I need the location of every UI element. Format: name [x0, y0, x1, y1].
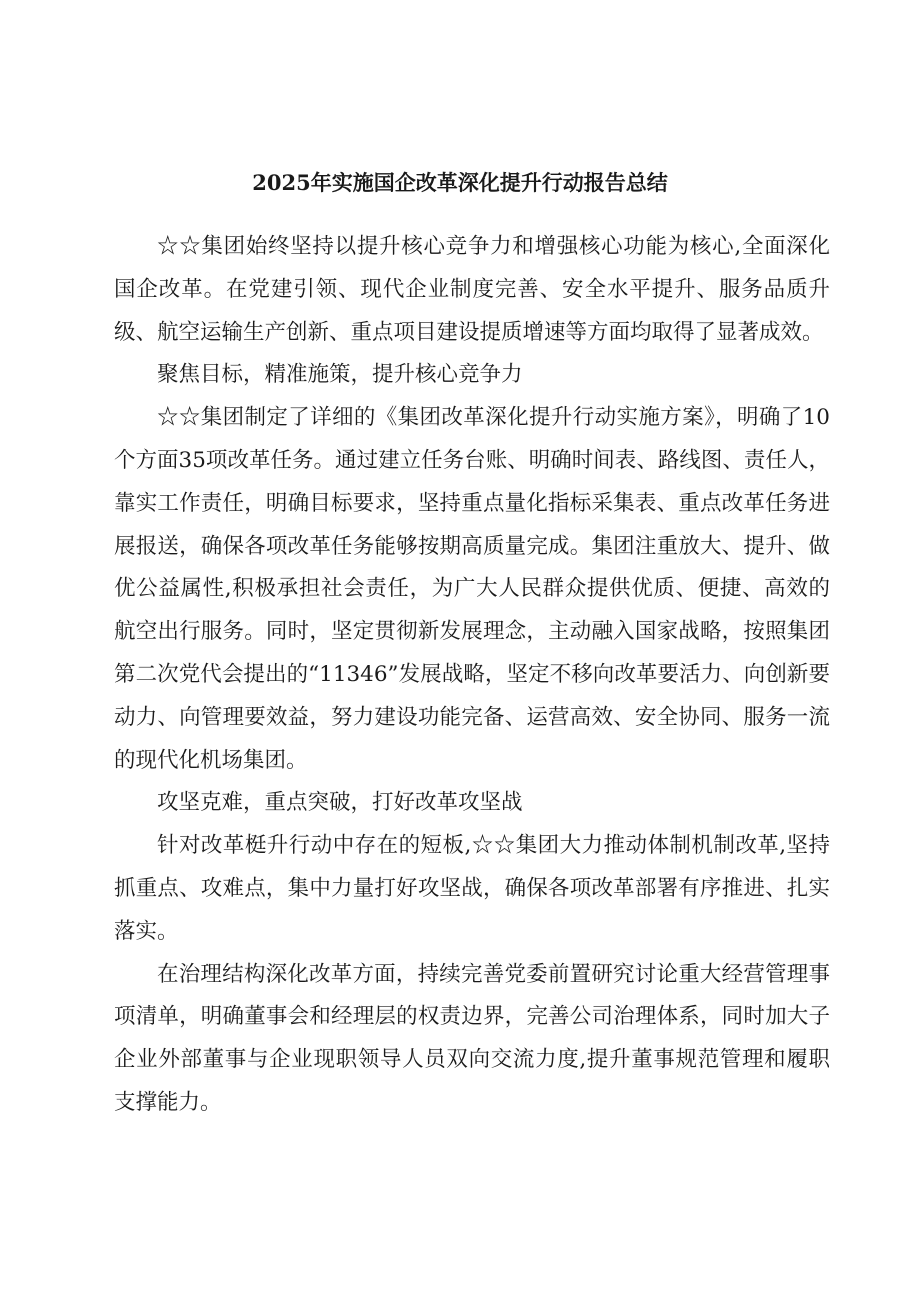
paragraph-intro: ☆☆集团始终坚持以提升核心竞争力和增强核心功能为核心,全面深化国企改革。在党建引领、现代企业制度完善、安全水平提升、服务品质升级、航空运输生产创新、重点项目建设提质增速等方面均取得了显著成效。 [114, 234, 830, 345]
section-heading-tackle-difficulties: 攻坚克难，重点突破，打好改革攻坚战 [157, 790, 523, 816]
paragraph-implementation-plan: ☆☆集团制定了详细的《集团改革深化提升行动实施方案》，明确了10个方面35项改革任务。通过建立任务台账、明确时间表、路线图、责任人，靠实工作责任，明确目标要求，坚持重点量化指标采集表、重点改革任务进展报送，确保各项改革任务能够按期高质量完成。集团注重放大、提升、做优公益属性,积极承担社会责任，为广大人民群众提供优质、便捷、高效的航空出行服务。同时，坚定贯彻新发展理念，主动融入国家战略，按照集团第二次党代会提出的“11346”发展战略，坚定不移向改革要活力、向创新要动力、向管理要效益，努力建设功能完备、运营高效、安全协同、服务一流的现代化机场集团。 [114, 405, 830, 773]
paragraph-system-reform: 针对改革梃升行动中存在的短板,☆☆集团大力推动体制机制改革,坚持抓重点、攻难点，集中力量打好攻坚战，确保各项改革部署有序推进、扎实落实。 [114, 833, 830, 944]
paragraph-governance-reform: 在治理结构深化改革方面，持续完善党委前置研究讨论重大经营管理事项清单，明确董事会和经理层的权责边界，完善公司治理体系，同时加大子企业外部董事与企业现职领导人员双向交流力度,提升董事规范管理和履职支撑能力。 [114, 961, 830, 1115]
document-title: 2025年实施国企改革深化提升行动报告总结 [252, 170, 668, 195]
document-body [114, 226, 830, 1125]
section-heading-focus-goals: 聚焦目标，精准施策，提升核心竞争力 [157, 362, 523, 388]
